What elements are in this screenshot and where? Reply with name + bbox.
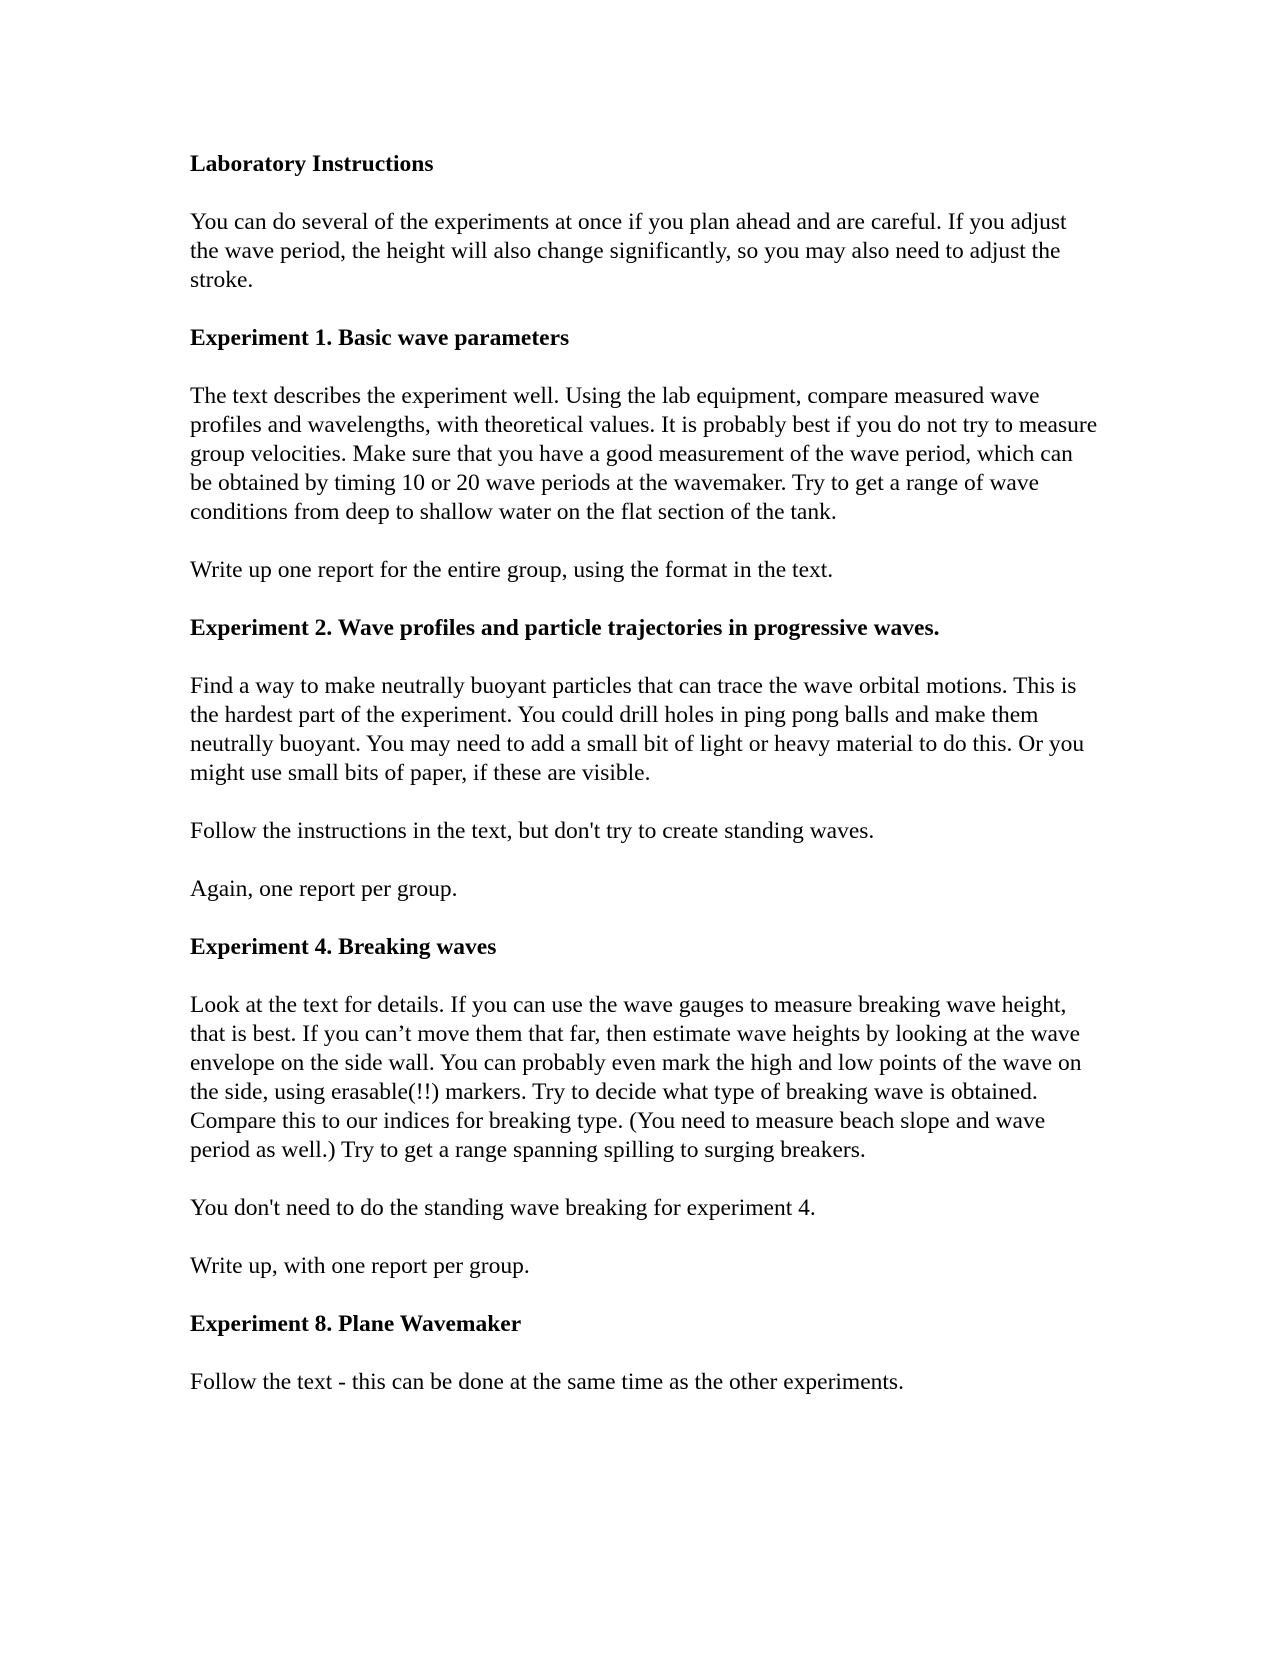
section-paragraph: Find a way to make neutrally buoyant particles that can trace the wave orbital motions. This is the hardest part of the experiment. You could drill holes in ping pong balls and make them neutrally buoyant. You may need to add a small bit of light or heavy material to do this. Or you might use small bits of paper, if these are visible.	[190, 673, 1085, 786]
section-paragraph: The text describes the experiment well. Using the lab equipment, compare measured wave profiles and wavelengths, with theoretical values. It is probably best if you do not try to measure group velocities. Make sure that you have a good measurement of the wave period, which can be obtained by timing 10 or 20 wave periods at the wavemaker. Try to get a range of wave conditions from deep to shallow water on the flat section of the tank.	[190, 383, 1098, 525]
section-experiment-8	[190, 1310, 1100, 1397]
section-heading: Experiment 1. Basic wave parameters	[190, 325, 570, 351]
section-paragraph: Follow the text - this can be done at the same time as the other experiments.	[190, 1369, 904, 1395]
section-paragraph: You don't need to do the standing wave breaking for experiment 4.	[190, 1195, 816, 1221]
section-experiment-4	[190, 933, 1100, 1281]
intro-paragraph: You can do several of the experiments at once if you plan ahead and are careful. If you adjust the wave period, the height will also change significantly, so you may also need to adjust the stroke.	[190, 209, 1067, 293]
section-paragraph: Write up, with one report per group.	[190, 1253, 530, 1279]
section-heading: Experiment 4. Breaking waves	[190, 934, 497, 960]
document-page	[190, 150, 1100, 1426]
section-paragraph: Again, one report per group.	[190, 876, 458, 902]
section-heading: Experiment 2. Wave profiles and particle trajectories in progressive waves.	[190, 615, 940, 641]
section-paragraph: Follow the instructions in the text, but don't try to create standing waves.	[190, 818, 875, 844]
section-experiment-1	[190, 324, 1100, 585]
document-title: Laboratory Instructions	[190, 151, 434, 177]
section-experiment-2	[190, 614, 1100, 904]
section-paragraph: Write up one report for the entire group, using the format in the text.	[190, 557, 834, 583]
section-paragraph: Look at the text for details. If you can use the wave gauges to measure breaking wave height, that is best. If you can’t move them that far, then estimate wave heights by looking at the wave envelope on the side wall. You can probably even mark the high and low points of the wave on the side, using erasable(!!) markers. Try to decide what type of breaking wave is obtained. Compare this to our indices for breaking type. (You need to measure beach slope and wave period as well.) Try to get a range spanning spilling to surging breakers.	[190, 992, 1082, 1163]
section-heading: Experiment 8. Plane Wavemaker	[190, 1311, 522, 1337]
